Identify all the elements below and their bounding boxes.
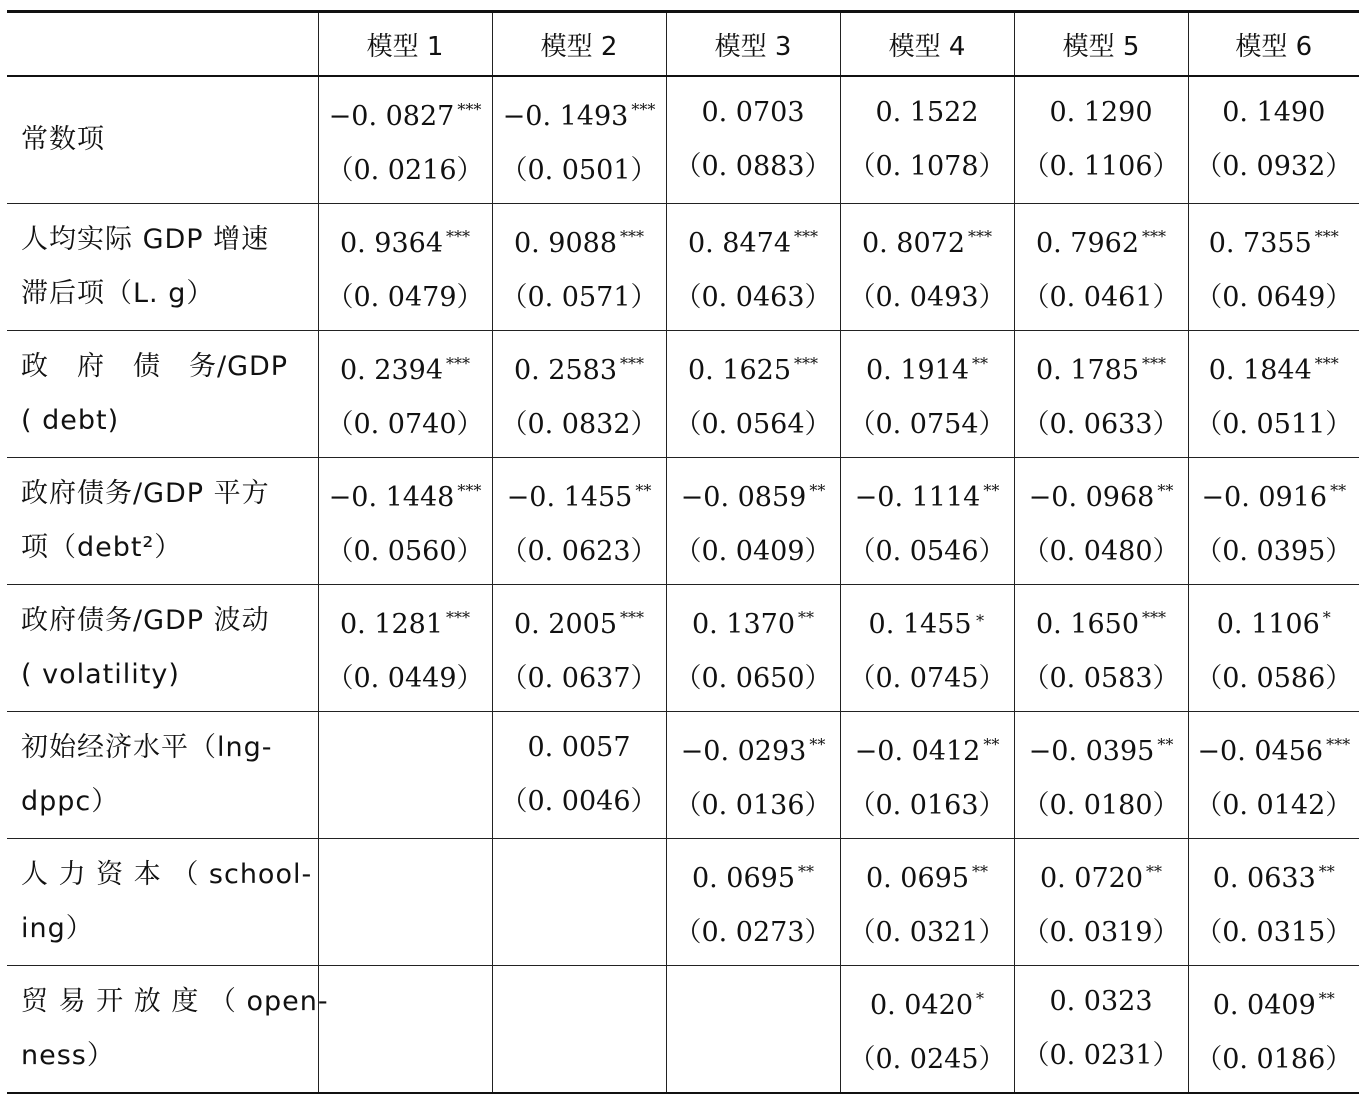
significance-stars: **: [1318, 988, 1335, 1008]
standard-error: （0. 0932）: [1195, 151, 1353, 182]
value-cell: [1188, 76, 1359, 204]
value-cell: [1014, 585, 1188, 712]
variable-name-line-1: 常数项: [21, 124, 105, 155]
value-cell: [666, 76, 840, 204]
value-cell: [492, 331, 666, 458]
header-row: [7, 12, 1359, 77]
value-cell: [1188, 966, 1359, 1094]
variable-name-line-1: 人均实际 GDP 增速: [21, 224, 270, 255]
value-cell: [666, 458, 840, 585]
coefficient-line: [841, 210, 1014, 271]
coefficient-line: [841, 718, 1014, 779]
standard-error: （0. 0564）: [674, 408, 832, 440]
significance-stars: ***: [620, 226, 645, 246]
standard-error: （0. 0623）: [500, 535, 658, 567]
coefficient-line: [667, 337, 840, 398]
variable-name-line-2: ( volatility): [21, 659, 180, 690]
variable-name-cell: [7, 458, 318, 585]
table-row: [7, 76, 1359, 204]
coefficient-line: [667, 464, 840, 525]
coefficient: 0. 1490: [1222, 97, 1326, 128]
coefficient: 0. 0695: [691, 862, 796, 894]
significance-stars: *: [976, 988, 985, 1008]
variable-name-cell: [7, 712, 318, 839]
coefficient-line: [1015, 975, 1188, 1029]
standard-error: （0. 0461）: [1022, 281, 1180, 313]
coefficient-line: [667, 86, 840, 140]
significance-stars: **: [1157, 480, 1174, 500]
variable-name-cell: [7, 76, 318, 204]
coefficient-line: [841, 972, 1014, 1033]
header-model-6: 模型 6: [1188, 12, 1359, 77]
value-cell: [840, 839, 1014, 966]
coefficient: 0. 1290: [1049, 97, 1153, 128]
coefficient-line: [319, 591, 492, 652]
coefficient: −0. 0916: [1201, 481, 1328, 513]
coefficient-line: [667, 845, 840, 906]
variable-name-line-2: ness）: [21, 1040, 115, 1071]
coefficient: 0. 0409: [1212, 989, 1316, 1021]
standard-error: （0. 0633）: [1022, 408, 1180, 440]
value-cell: [318, 585, 492, 712]
standard-error: （0. 0649）: [1195, 281, 1353, 313]
table-row: [7, 585, 1359, 712]
coefficient-line: [1015, 86, 1188, 140]
coefficient-line: [493, 591, 666, 652]
variable-name-line-2: 项（debt²）: [21, 532, 183, 563]
value-cell: [492, 839, 666, 966]
coefficient-line: [841, 845, 1014, 906]
standard-error: （0. 0186）: [1195, 1043, 1353, 1075]
significance-stars: **: [972, 353, 989, 373]
table-row: [7, 712, 1359, 839]
significance-stars: ***: [457, 480, 482, 500]
coefficient-line: [493, 464, 666, 525]
coefficient: 0. 7355: [1208, 227, 1312, 259]
value-cell: [1188, 712, 1359, 839]
standard-error: （0. 0321）: [848, 916, 1006, 948]
table-row: [7, 966, 1359, 1094]
value-cell: [318, 76, 492, 204]
significance-stars: ***: [1142, 226, 1167, 246]
significance-stars: ***: [620, 607, 645, 627]
coefficient: −0. 1455: [506, 481, 633, 513]
value-cell: [318, 331, 492, 458]
header-model-5: 模型 5: [1014, 12, 1188, 77]
coefficient: −0. 0827: [328, 100, 455, 132]
header-model-2: 模型 2: [492, 12, 666, 77]
header-cell-blank: [7, 12, 318, 77]
coefficient: 0. 9364: [339, 227, 444, 259]
standard-error: （0. 0463）: [674, 281, 832, 313]
coefficient: 0. 0057: [527, 732, 631, 763]
coefficient: 0. 1914: [865, 354, 970, 386]
value-cell: [492, 712, 666, 839]
coefficient-line: [1015, 337, 1188, 398]
standard-error: （0. 0231）: [1022, 1040, 1180, 1071]
coefficient: 0. 1785: [1035, 354, 1140, 386]
value-cell: [1188, 585, 1359, 712]
significance-stars: ∗: [974, 607, 986, 627]
variable-name-cell: [7, 331, 318, 458]
standard-error: （0. 0142）: [1195, 789, 1353, 821]
standard-error: （0. 0315）: [1195, 916, 1353, 948]
standard-error: （0. 0740）: [326, 408, 484, 440]
significance-stars: **: [809, 734, 826, 754]
coefficient: 0. 7962: [1035, 227, 1140, 259]
standard-error: （0. 0180）: [1022, 789, 1180, 821]
header-model-3: 模型 3: [666, 12, 840, 77]
coefficient-line: [493, 721, 666, 775]
variable-name-line-2: ( debt): [21, 405, 120, 436]
coefficient-line: [319, 464, 492, 525]
coefficient: 0. 1625: [687, 354, 792, 386]
significance-stars: ***: [1142, 353, 1167, 373]
variable-name-line-1: 人 力 资 本 （ school-: [21, 859, 313, 890]
significance-stars: **: [798, 607, 815, 627]
value-cell: [1188, 839, 1359, 966]
coefficient: 0. 0323: [1049, 986, 1153, 1017]
significance-stars: ***: [446, 353, 471, 373]
value-cell: [318, 966, 492, 1094]
table-row: [7, 839, 1359, 966]
value-cell: [318, 204, 492, 331]
value-cell: [666, 966, 840, 1094]
coefficient: −0. 0412: [854, 735, 981, 767]
standard-error: （0. 0395）: [1195, 535, 1353, 567]
standard-error: （0. 0586）: [1195, 662, 1353, 694]
standard-error: （0. 0511）: [1195, 408, 1353, 440]
standard-error: （0. 0546）: [848, 535, 1006, 567]
coefficient: −0. 0395: [1028, 735, 1155, 767]
value-cell: [840, 331, 1014, 458]
significance-stars: ***: [446, 607, 471, 627]
coefficient-line: [493, 83, 666, 144]
standard-error: （0. 0245）: [848, 1043, 1006, 1075]
value-cell: [1014, 331, 1188, 458]
variable-name-cell: [7, 204, 318, 331]
value-cell: [492, 458, 666, 585]
standard-error: （0. 0501）: [500, 154, 658, 186]
value-cell: [1188, 458, 1359, 585]
significance-stars: ***: [1314, 226, 1339, 246]
standard-error: （0. 0493）: [848, 281, 1006, 313]
significance-stars: ***: [620, 353, 645, 373]
value-cell: [1014, 712, 1188, 839]
coefficient: −0. 1114: [854, 481, 981, 513]
coefficient: −0. 0859: [680, 481, 807, 513]
standard-error: （0. 0136）: [674, 789, 832, 821]
significance-stars: ***: [1314, 353, 1339, 373]
value-cell: [318, 839, 492, 966]
coefficient: 0. 1370: [691, 608, 796, 640]
coefficient-line: [1015, 718, 1188, 779]
coefficient: 0. 2394: [339, 354, 444, 386]
significance-stars: ***: [631, 99, 656, 119]
coefficient-line: [319, 83, 492, 144]
standard-error: （0. 0273）: [674, 916, 832, 948]
standard-error: （0. 0571）: [500, 281, 658, 313]
standard-error: （0. 0745）: [848, 662, 1006, 694]
variable-name-cell: [7, 585, 318, 712]
value-cell: [666, 839, 840, 966]
value-cell: [840, 458, 1014, 585]
value-cell: [1188, 331, 1359, 458]
table-row: [7, 458, 1359, 585]
coefficient: 0. 1522: [875, 97, 979, 128]
value-cell: [492, 585, 666, 712]
coefficient-line: [667, 591, 840, 652]
coefficient-line: [1189, 337, 1360, 398]
significance-stars: **: [809, 480, 826, 500]
coefficient-line: [1189, 718, 1360, 779]
standard-error: （0. 0754）: [848, 408, 1006, 440]
coefficient-line: [1189, 591, 1360, 652]
standard-error: （0. 0480）: [1022, 535, 1180, 567]
value-cell: [1014, 839, 1188, 966]
variable-name-line-2: ing）: [21, 913, 94, 944]
value-cell: [492, 966, 666, 1094]
value-cell: [840, 966, 1014, 1094]
standard-error: （0. 0449）: [326, 662, 484, 694]
coefficient: 0. 0720: [1039, 862, 1144, 894]
standard-error: （0. 0637）: [500, 662, 658, 694]
coefficient-line: [319, 337, 492, 398]
coefficient: 0. 1455: [868, 608, 972, 640]
standard-error: （0. 0046）: [500, 786, 658, 817]
value-cell: [840, 204, 1014, 331]
significance-stars: **: [798, 861, 815, 881]
significance-stars: **: [635, 480, 652, 500]
coefficient-line: [1189, 972, 1360, 1033]
coefficient-line: [667, 718, 840, 779]
value-cell: [840, 712, 1014, 839]
coefficient: 0. 1106: [1216, 608, 1320, 640]
value-cell: [666, 585, 840, 712]
coefficient: 0. 0420: [869, 989, 974, 1021]
coefficient: 0. 8072: [861, 227, 966, 259]
value-cell: [1014, 76, 1188, 204]
value-cell: [318, 458, 492, 585]
coefficient: 0. 1650: [1035, 608, 1140, 640]
coefficient: 0. 2005: [513, 608, 618, 640]
standard-error: （0. 0479）: [326, 281, 484, 313]
table-row: [7, 331, 1359, 458]
significance-stars: **: [1146, 861, 1163, 881]
coefficient-line: [841, 464, 1014, 525]
coefficient-line: [1189, 210, 1360, 271]
significance-stars: **: [983, 480, 1000, 500]
standard-error: （0. 0216）: [326, 154, 484, 186]
standard-error: （0. 0832）: [500, 408, 658, 440]
value-cell: [666, 712, 840, 839]
coefficient-line: [493, 337, 666, 398]
significance-stars: ***: [1142, 607, 1167, 627]
standard-error: （0. 1106）: [1022, 151, 1180, 182]
significance-stars: ***: [794, 226, 819, 246]
value-cell: [666, 204, 840, 331]
variable-name-cell: [7, 966, 329, 1094]
coefficient-line: [841, 591, 1014, 652]
coefficient: −0. 0456: [1197, 735, 1324, 767]
variable-name-line-1: 政 府 债 务/GDP: [21, 351, 289, 382]
standard-error: （0. 0409）: [674, 535, 832, 567]
variable-name-line-1: 政府债务/GDP 平方: [21, 478, 270, 509]
coefficient: 0. 0695: [865, 862, 970, 894]
standard-error: （0. 0883）: [674, 151, 832, 182]
coefficient: −0. 1493: [502, 100, 629, 132]
table-row: [7, 204, 1359, 331]
standard-error: （0. 1078）: [848, 151, 1006, 182]
standard-error: （0. 0583）: [1022, 662, 1180, 694]
significance-stars: ***: [794, 353, 819, 373]
coefficient: −0. 0968: [1028, 481, 1155, 513]
value-cell: [318, 712, 492, 839]
regression-table: [7, 10, 1359, 1094]
coefficient-line: [319, 210, 492, 271]
coefficient-line: [1015, 845, 1188, 906]
coefficient-line: [667, 210, 840, 271]
value-cell: [1014, 458, 1188, 585]
value-cell: [1188, 204, 1359, 331]
coefficient-line: [1015, 210, 1188, 271]
coefficient: 0. 9088: [513, 227, 618, 259]
coefficient-line: [841, 86, 1014, 140]
coefficient: 0. 2583: [513, 354, 618, 386]
significance-stars: ***: [457, 99, 482, 119]
standard-error: （0. 0560）: [326, 535, 484, 567]
significance-stars: ***: [1326, 734, 1351, 754]
value-cell: [666, 331, 840, 458]
coefficient-line: [1015, 591, 1188, 652]
significance-stars: **: [972, 861, 989, 881]
value-cell: [492, 204, 666, 331]
coefficient: 0. 0633: [1212, 862, 1316, 894]
standard-error: （0. 0163）: [848, 789, 1006, 821]
significance-stars: ***: [968, 226, 993, 246]
coefficient: −0. 1448: [328, 481, 455, 513]
coefficient-line: [1189, 464, 1360, 525]
value-cell: [1014, 966, 1188, 1094]
coefficient: 0. 1281: [339, 608, 444, 640]
standard-error: （0. 0650）: [674, 662, 832, 694]
variable-name-line-1: 初始经济水平（lng-: [21, 732, 273, 763]
coefficient: 0. 8474: [687, 227, 792, 259]
coefficient-line: [1015, 464, 1188, 525]
value-cell: [492, 76, 666, 204]
value-cell: [840, 585, 1014, 712]
coefficient-line: [493, 210, 666, 271]
header-model-4: 模型 4: [840, 12, 1014, 77]
coefficient: 0. 1844: [1208, 354, 1312, 386]
coefficient-line: [1189, 845, 1360, 906]
coefficient-line: [841, 337, 1014, 398]
variable-name-line-1: 贸 易 开 放 度 （ open-: [21, 986, 329, 1017]
variable-name-line-2: 滞后项（L. g）: [21, 278, 215, 309]
significance-stars: **: [1157, 734, 1174, 754]
coefficient: −0. 0293: [680, 735, 807, 767]
variable-name-line-2: dppc）: [21, 786, 120, 817]
variable-name-cell: [7, 839, 318, 966]
significance-stars: **: [1330, 480, 1347, 500]
significance-stars: *: [1322, 607, 1331, 627]
variable-name-line-1: 政府债务/GDP 波动: [21, 605, 270, 636]
regression-table-container: [7, 10, 1359, 1094]
significance-stars: ***: [446, 226, 471, 246]
coefficient-line: [1189, 86, 1360, 140]
value-cell: [840, 76, 1014, 204]
header-model-1: 模型 1: [318, 12, 492, 77]
significance-stars: **: [1318, 861, 1335, 881]
standard-error: （0. 0319）: [1022, 916, 1180, 948]
value-cell: [1014, 204, 1188, 331]
significance-stars: **: [983, 734, 1000, 754]
coefficient: 0. 0703: [701, 97, 805, 128]
